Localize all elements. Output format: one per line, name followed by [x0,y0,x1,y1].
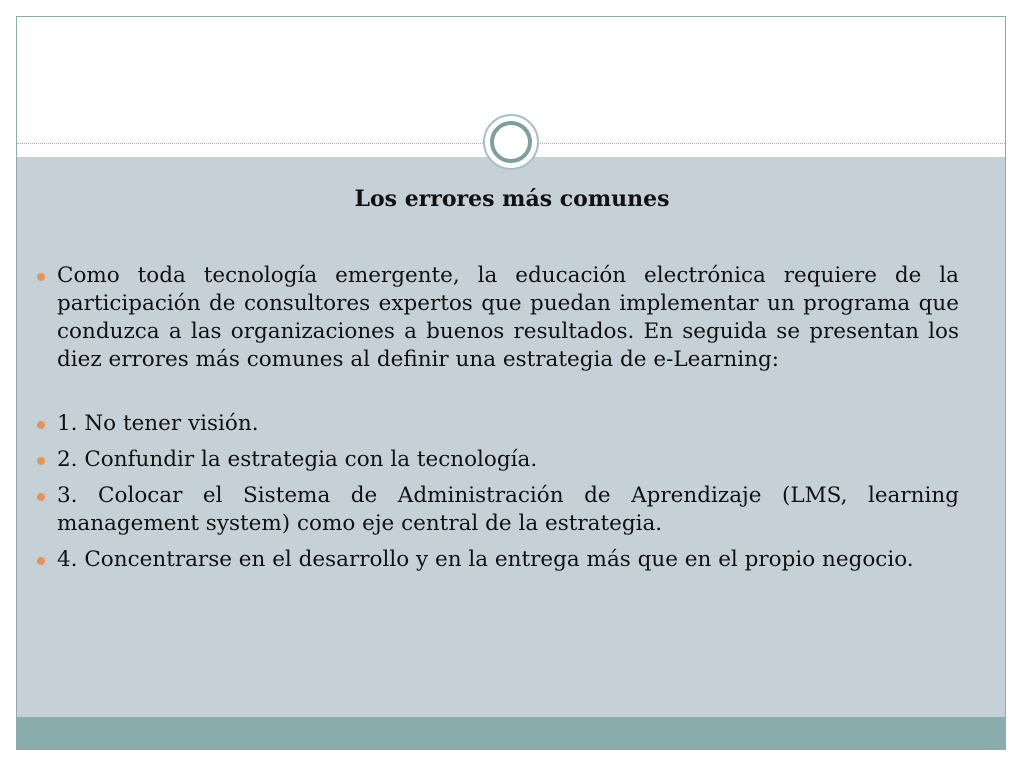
bullet-item [57,446,959,474]
bullet-dot-icon [37,457,45,465]
ring-ornament-inner [490,121,532,163]
bullet-text: 3. Colocar el Sistema de Administración de Aprendizaje (LMS, learning management system) como eje central de la estrategia. [57,483,959,536]
bullet-dot-icon [37,421,45,429]
bullet-text: 1. No tener visión. [57,411,259,436]
bullet-item [57,410,959,438]
footer-band [17,717,1005,750]
bullet-text: 4. Concentrarse en el desarrollo y en la entrega más que en el propio negocio. [57,547,914,572]
slide-title: Los errores más comunes [354,186,670,212]
bullet-item [57,482,959,538]
bullet-dot-icon [37,273,45,281]
bullet-text: Como toda tecnología emergente, la educación electrónica requiere de la participación de consultores expertos que puedan implementar un programa que conduzca a las organizaciones a buenos resultados. En seguida se presentan los diez errores más comunes al definir una estrategia de e-Learning: [57,263,959,372]
bullet-text: 2. Confundir la estrategia con la tecnología. [57,447,538,472]
bullet-dot-icon [37,557,45,565]
bullet-list [57,262,959,582]
bullet-item [57,262,959,374]
bullet-item [57,546,959,574]
bullet-dot-icon [37,493,45,501]
ring-ornament-icon [483,114,539,170]
